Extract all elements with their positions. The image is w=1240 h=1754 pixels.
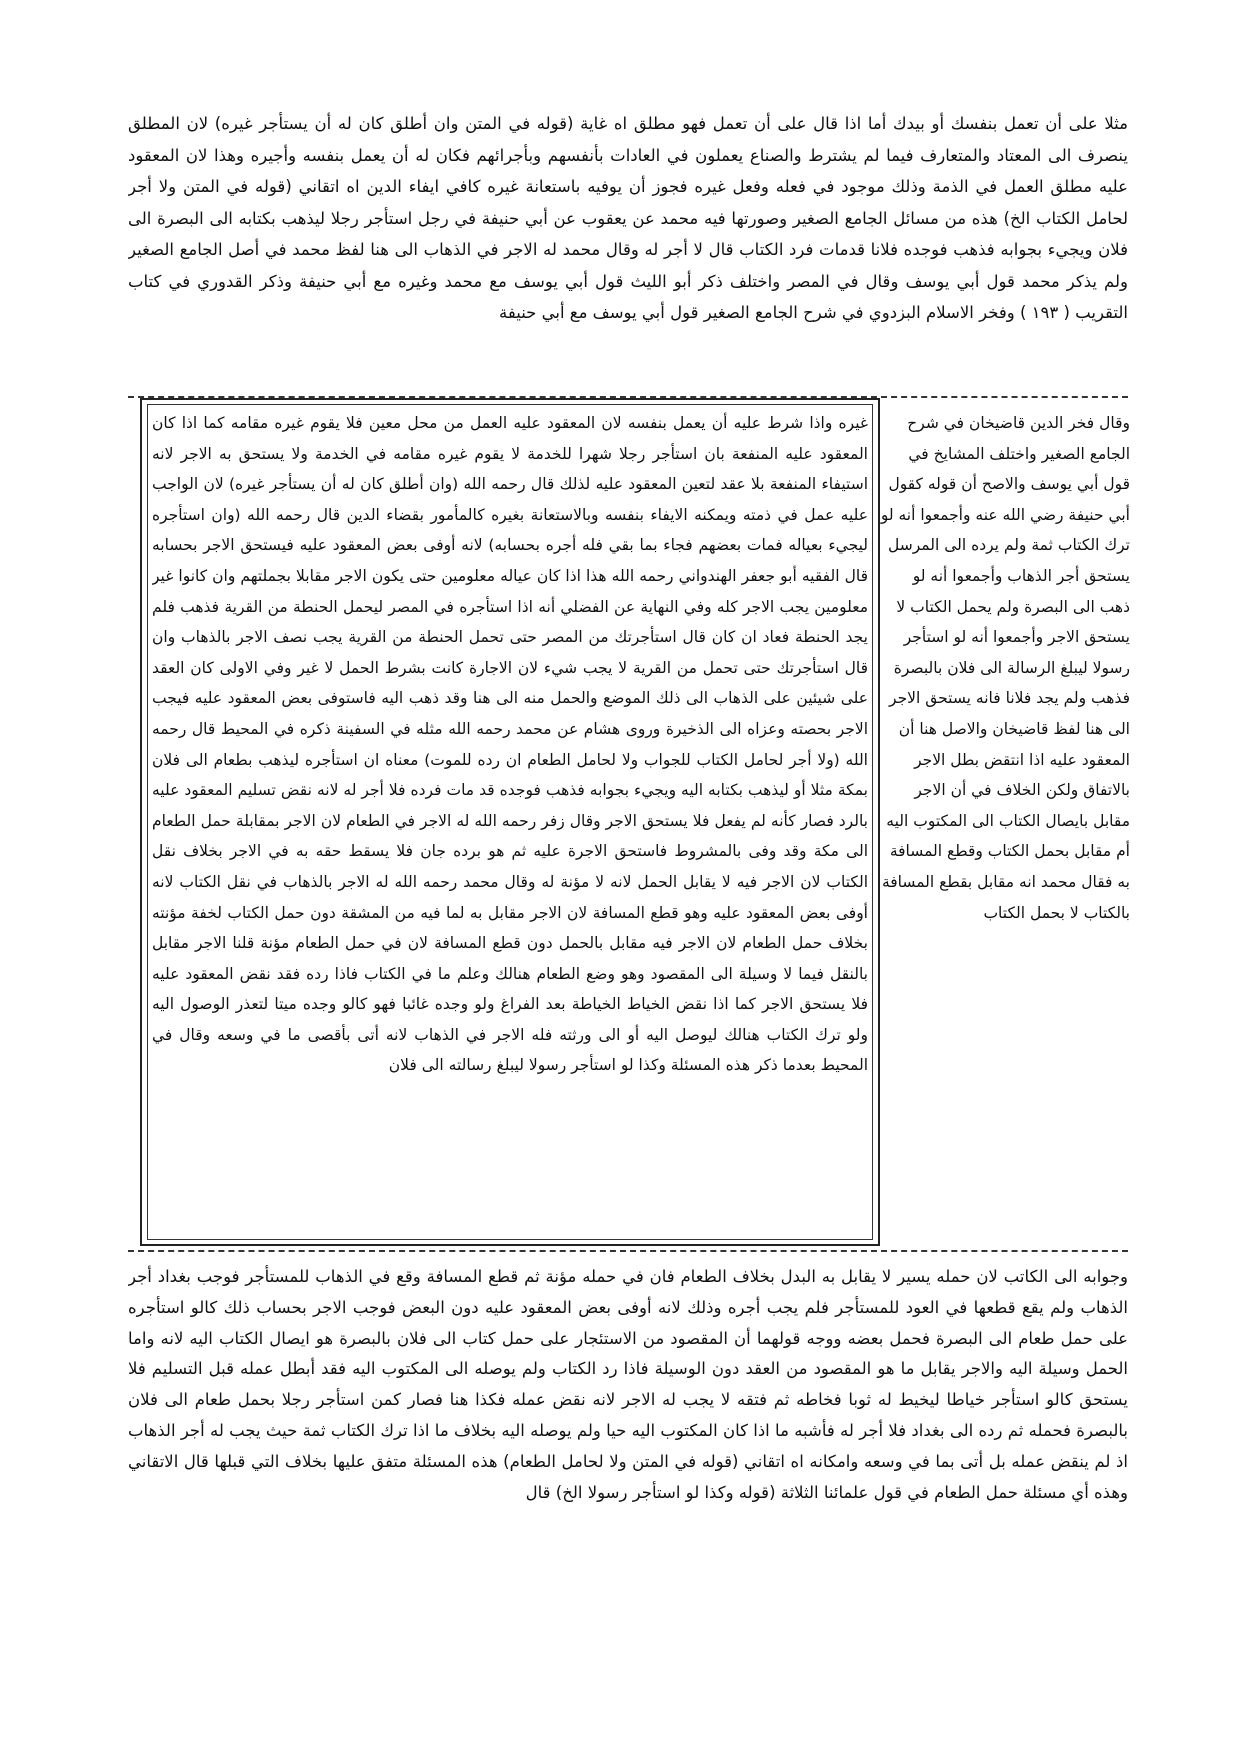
margin-commentary-text: وقال فخر الدين قاضيخان في شرح الجامع الصغير واختلف المشايخ في قول أبي يوسف والاصح أن قوله كقول أبي حنيفة رضي الله عنه وأجمعوا أنه لو ترك الكتاب ثمة ولم يرده الى المرسل يستحق أجر الذهاب وأجمعوا أنه لو ذهب الى البصرة ولم يحمل الكتاب لا يستحق الاجر وأجمعوا أنه لو استأجر رسولا ليبلغ الرسالة الى فلان بالبصرة فذهب ولم يجد فلانا فانه يستحق الاجر الى هنا لفظ قاضيخان والاصل هنا أن المعقود عليه اذا انتقض بطل الاجر بالاتفاق ولكن الخلاف في أن الاجر مقابل بايصال الكتاب الى المكتوب اليه أم مقابل بحمل الكتاب وقطع المسافة به فقال محمد انه مقابل بقطع المسافة بالكتاب لا بحمل الكتاب bbox=[880, 414, 1130, 922]
bottom-commentary bbox=[128, 1262, 1128, 1562]
margin-commentary bbox=[880, 408, 1130, 1240]
main-text-body: غيره واذا شرط عليه أن يعمل بنفسه لان المعقود عليه العمل من محل معين فلا يقوم غيره مقامه كما اذا كان المعقود عليه المنفعة بان استأجر رجلا شهرا للخدمة لا يقوم غيره مقامه في الخدمة ولا يستحق به الاجر لانه استيفاء المنفعة بلا عقد لتعين المعقود عليه لذلك قال رحمه الله (وان أطلق كان له أن يستأجر غيره) لان الواجب عليه عمل في ذمته ويمكنه الايفاء بنفسه وبالاستعانة بغيره كالمأمور بقضاء الدين قال رحمه الله (وان استأجره ليجيء بعياله فمات بعضهم فجاء بما بقي فله أجره بحسابه) لانه أوفى بعض المعقود عليه فيستحق الاجر بحسابه قال الفقيه أبو جعفر الهندواني رحمه الله هذا اذا كان عياله معلومين حتى يكون الاجر مقابلا بجملتهم وان كانوا غير معلومين يجب الاجر كله وفي النهاية عن الفضلي أنه اذا استأجره في المصر ليحمل الحنطة من القرية فذهب فلم يجد الحنطة فعاد ان كان قال استأجرتك من المصر حتى تحمل الحنطة من القرية يجب نصف الاجر بالذهاب وان قال استأجرتك حتى تحمل من القرية لا يجب شيء لان الاجارة كانت بشرط الحمل لا غير وفي الاولى كان العقد على شيئين على الذهاب الى ذلك الموضع والحمل منه الى هنا وقد ذهب اليه فاستوفى بعض المعقود عليه فيجب الاجر بحصته وعزاه الى الذخيرة وروى هشام عن محمد رحمه الله مثله في السفينة ذكره في المحيط قال رحمه الله (ولا أجر لحامل الكتاب للجواب ولا لحامل الطعام ان رده للموت) معناه ان استأجره ليذهب بطعام الى فلان بمكة مثلا أو ليذهب بكتابه اليه ويجيء بجوابه فذهب فوجده قد مات فرده فلا أجر له لانه نقض تسليم المعقود عليه بالرد فصار كأنه لم يفعل فلا يستحق الاجر وقال زفر رحمه الله له الاجر في الطعام لان الاجر بمقابلة حمل الطعام الى مكة وقد وفى بالمشروط فاستحق الاجرة عليه ثم هو برده جان فلا يسقط حقه به في الاجر بخلاف نقل الكتاب لان الاجر فيه لا يقابل الحمل لانه لا مؤنة له وقال محمد رحمه الله له الاجر بالذهاب في نقل الكتاب لانه أوفى بعض المعقود عليه وهو قطع المسافة لان الاجر مقابل به لما فيه من المشقة دون حمل الكتاب لخفة مؤنته بخلاف حمل الطعام لان الاجر فيه مقابل بالحمل دون قطع المسافة لان في حمل الطعام مؤنة قلنا الاجر مقابل بالنقل فيما لا وسيلة الى المقصود وهو وضع الطعام هنالك وعلم ما في الكتاب فاذا رده فقد نقض المعقود عليه فلا يستحق الاجر كما اذا نقض الخياط الخياطة بعد الفراغ ولو وجده غائبا فهو كالو وجده ميتا لتعذر الوصول اليه ولو ترك الكتاب هنالك ليوصل اليه أو الى ورثته فله الاجر في الذهاب لانه أتى بأقصى ما في وسعه وقال في المحيط بعدما ذكر هذه المسئلة وكذا لو استأجر رسولا ليبلغ رسالته الى فلان bbox=[152, 414, 868, 1075]
bottom-commentary-text: وجوابه الى الكاتب لان حمله يسير لا يقابل به البدل بخلاف الطعام فان في حمله مؤنة ثم قطع المسافة وقع في الذهاب للمستأجر فوجب بغداد أجر الذهاب ولم يقع قطعها في العود للمستأجر فلم يجب أجره وذلك لانه أوفى بعض المعقود عليه دون البعض فوجب الاجر بحساب ذلك كالو استأجره على حمل طعام الى البصرة فحمل بعضه ووجه قولهما أن المقصود من الاستئجار على حمل كتاب الى فلان بالبصرة هو ايصال الكتاب اليه لانه واما الحمل وسيلة اليه والاجر يقابل ما هو المقصود من العقد دون الوسيلة فاذا رد الكتاب ولم يوصله الى المكتوب اليه فقد أبطل عمله قبل التسليم فلا يستحق كالو استأجر خياطا ليخيط له ثوبا فخاطه ثم فتقه لا يجب له الاجر لانه نقض عمله فكذا هنا فصار كمن استأجر رجلا بحمل طعام الى فلان بالبصرة فحمله ثم رده الى بغداد فلا أجر له فأشبه ما اذا كان المكتوب اليه حيا ولم يوصله اليه بخلاف ما اذا ترك الكتاب ثمة حيث يجب له أجر الذهاب اذ لم ينقض عمله بل أتى بما في وسعه وامكانه اه اتقاني (قوله في المتن ولا لحامل الطعام) هذه المسئلة متفق عليها بخلاف التي قبلها قال الاتقاني وهذه أي مسئلة حمل الطعام في قول علمائنا الثلاثة (قوله وكذا لو استأجر رسولا الخ) قال bbox=[128, 1267, 1128, 1502]
main-text-block bbox=[152, 408, 868, 1240]
top-commentary bbox=[128, 108, 1128, 400]
bottom-divider-rule bbox=[128, 1250, 1128, 1252]
top-commentary-text: مثلا على أن تعمل بنفسك أو بيدك أما اذا قال على أن تعمل فهو مطلق اه غاية (قوله في المتن وان أطلق كان له أن يستأجر غيره) لان المطلق ينصرف الى المعتاد والمتعارف فيما لم يشترط والصناع يعملون في العادات بأنفسهم وبأجرائهم فكان له أن يعمل بنفسه وأجيره وهذا لان المعقود عليه مطلق العمل في الذمة وذلك موجود في فعله وفعل غيره فجوز أن يوفيه باستعانة غيره كافي ايفاء الدين اه اتقاني (قوله في المتن ولا أجر لحامل الكتاب الخ) هذه من مسائل الجامع الصغير وصورتها فيه محمد عن يعقوب عن أبي حنيفة في رجل استأجر رجلا ليذهب بكتابه الى البصرة الى فلان ويجيء بجوابه فذهب فوجده فلانا قدمات فرد الكتاب قال لا أجر له وقال محمد له الاجر في الذهاب الى هنا لفظ محمد في أصل الجامع الصغير ولم يذكر محمد قول أبي يوسف وقال في المصر واختلف ذكر أبو الليث قول أبي يوسف مع محمد وغيره مع أبي حنيفة وذكر القدوري في كتاب التقريب ( ١٩٣ ) وفخر الاسلام البزدوي في شرح الجامع الصغير قول أبي يوسف مع أبي حنيفة bbox=[128, 114, 1128, 322]
